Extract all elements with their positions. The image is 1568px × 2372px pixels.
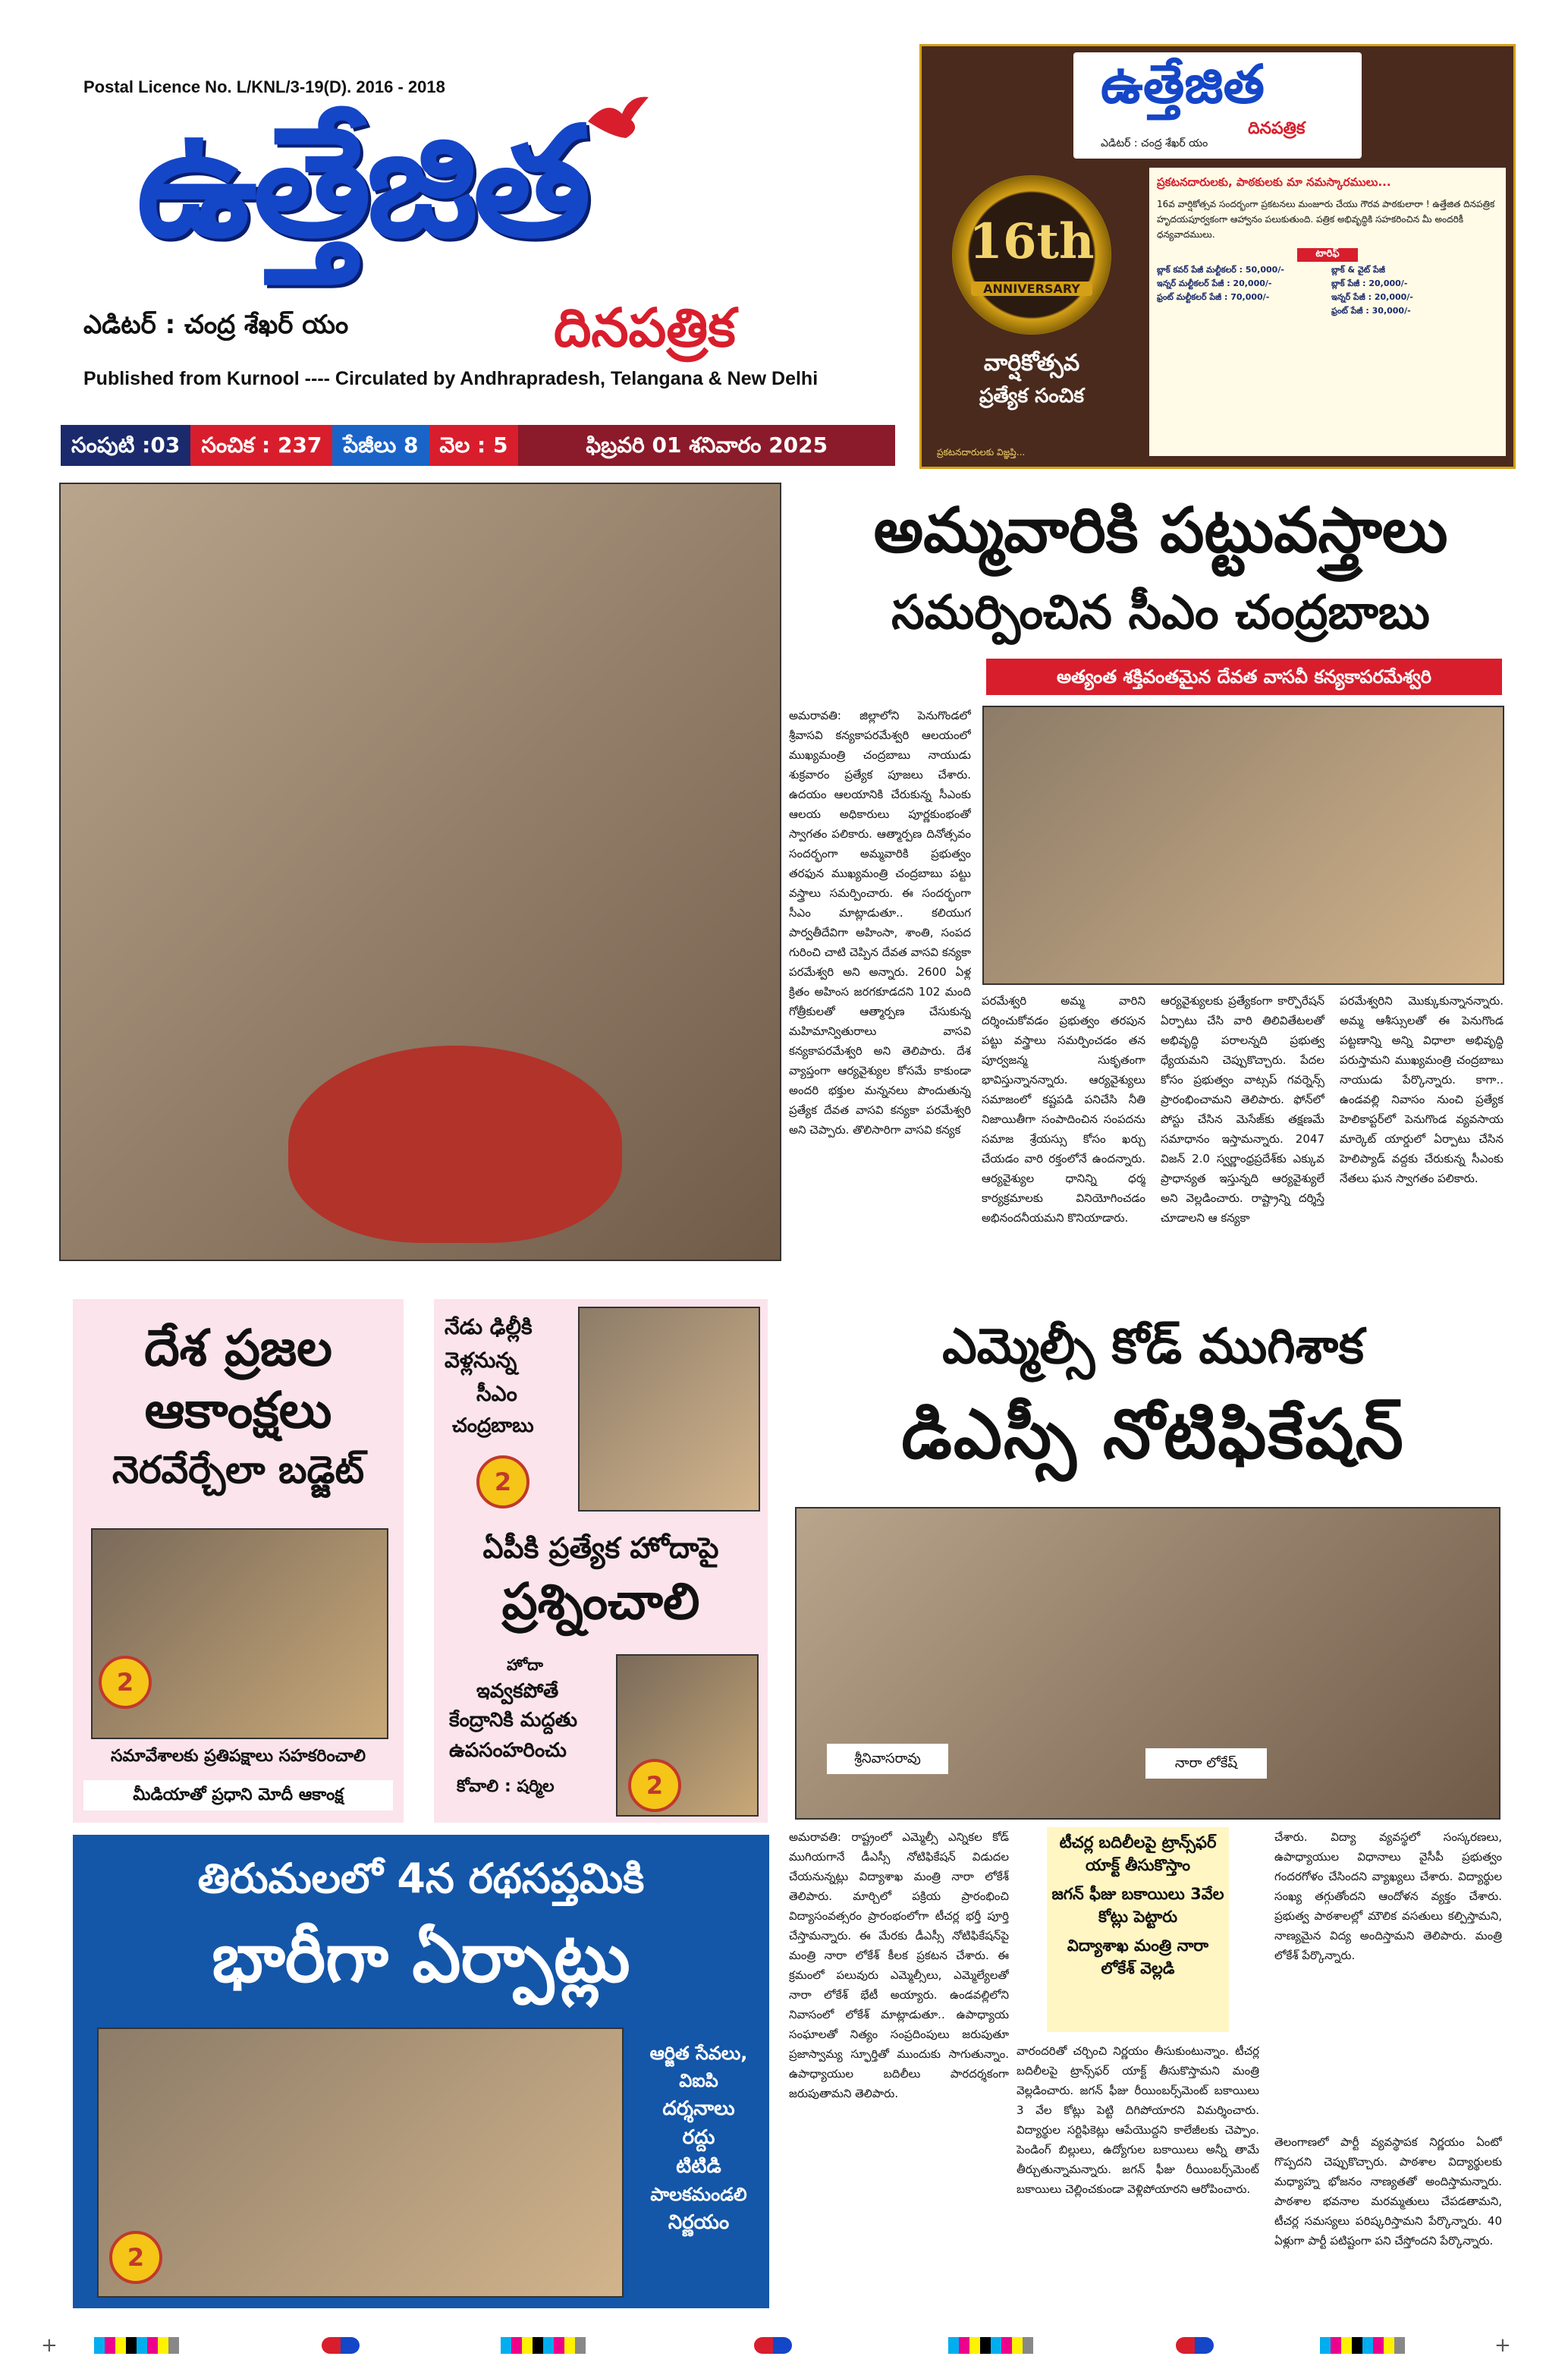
budget-headline-3: నెరవేర్చేలా బడ్జెట్ — [112, 1448, 365, 1492]
published-line: Published from Kurnool ---- Circulated by Andhrapradesh, Telangana & New Delhi — [83, 368, 819, 389]
side-line: దర్శనాలు — [662, 2097, 735, 2120]
delhi-box — [434, 1299, 768, 1823]
ad-body: 16వ వార్షికోత్సవ సందర్భంగా ప్రకటనలు మంజూరు చేయు గౌరవ పాఠకులారా ! ఉత్తేజిత దినపత్రిక హృదయపూర్వకంగా ఆహ్వానం పలుకుతుంది. పత్రిక అభివృద్ధికి సహకరించిన మీ అందరికీ ధన్యవాదములు. — [1157, 199, 1495, 240]
dsc-col-4: తెలంగాణలో పార్టీ వ్యవస్థాపక నిర్ణయం ఏంటో గొప్పదని చెప్పుకొచ్చారు. పాఠశాల విద్యార్థులకు మధ్యాహ్న భోజనం నాణ్యతతో అందిస్తామన్నారు. పాఠశాల భవనాల మరమ్మతులు చేపడతామని, టీచర్ల సమస్యలు పరిష్కరిస్తామని పేర్కొన్నారు. 40 ఏళ్లుగా పార్టీ పటిష్టంగా పని చేస్తోందని పేర్కొన్నారు. — [1274, 2135, 1502, 2248]
name-plate: నారా లోకేష్ — [1145, 1748, 1267, 1779]
ad-footer: ప్రకటనదారులకు విజ్ఞప్తి... — [937, 447, 1026, 458]
volume: సంపుటి :03 — [61, 425, 190, 466]
delhi-line-3: సీఎం — [476, 1381, 517, 1406]
ad-editor-line: ఎడిటర్ : చంద్ర శేఖర్ యం — [1101, 137, 1208, 149]
budget-headline-2: ఆకాంక్షలు — [144, 1381, 332, 1439]
side-line: పాలకమండలి — [650, 2184, 747, 2205]
issue-bar — [61, 425, 895, 466]
anniversary-ad — [919, 44, 1516, 469]
page-ref-badge: 2 — [109, 2231, 162, 2284]
seal-number: 16th — [969, 213, 1095, 270]
budget-caption: సమావేశాలకు ప్రతిపక్షాలు సహకరించాలి — [110, 1747, 366, 1766]
issue-number: సంచిక : 237 — [190, 425, 332, 466]
registration-marks — [30, 2334, 1540, 2357]
pull-1: టీచర్ల బదిలీలపై ట్రాన్స్‌ఫర్ యాక్ట్ తీసుకొస్తాం — [1059, 1833, 1217, 1874]
tirumala-box — [73, 1835, 769, 2308]
lead-col-3: ఆర్యవైశ్యులకు ప్రత్యేకంగా కార్పొరేషన్ ఏర్పాటు చేసి వారి తిలివితేటలతో అభివృద్ధి పరాలన్నది ప్రభుత్వ ధ్యేయమని చెప్పుకొచ్చారు. పేదల కోసం ప్రభుత్వం వాట్సప్ గవర్నెన్స్ ప్రారంభించామని తెలిపారు. ఫోన్‌లో పోస్టు చేసిన మెసేజ్‌కు తక్షణమే సమాధానం ఇస్తామన్నారు. 2047 విజన్ 2.0 స్వర్ణాంధ్రప్రదేశ్‌కు ఎక్కువ ప్రాధాన్యత ఇస్తున్నది ఆర్యవైశ్యులే అని వెల్లడించారు. రాష్ట్రాన్ని దర్శిస్తే చూడాలని ఆ కన్యకా — [1161, 994, 1324, 1225]
masthead-subtitle: దినపత్రిక — [554, 296, 736, 359]
page-ref-badge: 2 — [476, 1455, 529, 1508]
fire-pot — [288, 1046, 622, 1243]
ad-logo-panel — [1073, 52, 1362, 159]
status-body-2: ఇవ్వకపోతే — [476, 1680, 559, 1703]
price: వెల : 5 — [429, 425, 519, 466]
crosshair-icon: + — [41, 2334, 58, 2357]
status-body-1: హోదా — [507, 1656, 543, 1674]
rate-item: బ్లాక్ & వైట్ పేజీ — [1331, 265, 1385, 275]
side-line: రద్దు — [682, 2126, 715, 2149]
crosshair-icon: + — [1494, 2334, 1511, 2357]
ad-logo-sub: దినపత్రిక — [1248, 119, 1306, 138]
color-bar — [948, 2337, 1033, 2354]
lead-col-1: అమరావతి: జిల్లాలోని పెనుగొండలో శ్రీవాసవి కన్యకాపరమేశ్వరి ఆలయంలో ముఖ్యమంత్రి చంద్రబాబు నాయుడు శుక్రవారం ప్రత్యేక పూజలు చేశారు. ఉదయం ఆలయానికి చేరుకున్న సీఎంకు ఆలయ అధికారులు పూర్ణకుంభంతో స్వాగతం పలికారు. ఆత్మార్పణ దినోత్సవం సందర్భంగా అమ్మవారికి ప్రభుత్వం తరఫున ముఖ్యమంత్రి చంద్రబాబు పట్టు వస్త్రాలు సమర్పించారు. ఈ సందర్భంగా సీఎం మాట్లాడుతూ.. కలియుగ పార్వతీదేవిగా అహింసా, శాంతి, సంపద గురించి చాటి చెప్పిన దేవత వాసవి కన్యకా పరమేశ్వరి అని అన్నారు. 2600 ఏళ్ల క్రితం అహింస జరగకూడదని 102 మంది గోత్రీకులతో ఆత్మార్పణ చేసుకున్న మహిమాన్వితురాలు వాసవి కన్యకాపరమేశ్వరి అని తెలిపారు. దేశ వ్యాప్తంగా ఆర్యవైశ్యుల కోసమే కాకుండా అందరి భక్తుల మన్ననలు పొందుతున్న ప్రత్యేక దేవత వాసవి కన్యకా పరమేశ్వరి అని చెప్పారు. తొలిసారిగా వాసవి కన్యక — [789, 709, 971, 1137]
rate-item: బ్లాక్ కవర్ పేజీ మల్టీకలర్ : 50,000/- — [1157, 265, 1284, 275]
pull-3: విద్యాశాఖ మంత్రి నారా లోకేశ్ వెల్లడి — [1067, 1936, 1209, 1977]
budget-box — [73, 1299, 404, 1823]
ad-rates-title: టారిఫ్ — [1297, 248, 1358, 262]
dsc-pullquote — [1047, 1827, 1229, 2032]
side-line: నిర్ణయం — [668, 2211, 730, 2234]
lead-headline-2: సమర్పించిన సీఎం చంద్రబాబు — [891, 584, 1430, 640]
page-count: పేజీలు 8 — [332, 425, 429, 466]
ad-caption-2: ప్రత్యేక సంచిక — [979, 385, 1085, 407]
color-pill — [1176, 2337, 1214, 2354]
postal-licence: Postal Licence No. L/KNL/3-19(D). 2016 - 2018 — [83, 77, 445, 96]
editor-line: ఎడిటర్ : చంద్ర శేఖర్ యం — [83, 310, 349, 340]
delhi-line-4: చంద్రబాబు — [452, 1414, 534, 1437]
lead-col-4: పరమేశ్వరిని మొక్కుకున్నానన్నారు. అమ్మ ఆశీస్సులతో ఈ పెనుగొండ పట్టణాన్ని అన్ని విధాలా అభివృద్ధి పరుస్తామని ముఖ్యమంత్రి చంద్రబాబు నాయుడు పేర్కొన్నారు. కాగా.. ఉండవల్లి నివాసం నుంచి ప్రత్యేక హెలికాప్టర్‌లో పెనుగొండ వ్యవసాయ మార్కెట్ యార్డులో ఏర్పాటు చేసిన హెలిప్యాడ్ వద్దకు చేరుకున్న సీఎంకు నేతలు ఘన స్వాగతం పలికారు. — [1340, 994, 1504, 1185]
dove-icon — [584, 91, 652, 147]
status-body-5: కోవాలి : షర్మిల — [457, 1777, 555, 1796]
color-bar — [501, 2337, 586, 2354]
ad-logo: ఉత్తేజిత — [1101, 52, 1265, 115]
dsc-headline-2: డిఎస్సీ నోటిఫికేషన్ — [901, 1395, 1405, 1474]
lead-photo — [59, 483, 781, 1261]
lead-photo-2 — [982, 706, 1504, 985]
budget-sub: మీడియాతో ప్రధాని మోదీ ఆకాంక్ష — [83, 1780, 393, 1810]
rate-item: ఫ్రంట్ మల్టీకలర్ పేజీ : 70,000/- — [1157, 292, 1270, 302]
dsc-col-1: అమరావతి: రాష్ట్రంలో ఎమ్మెల్సీ ఎన్నికల కోడ్ ముగియగానే డీఎస్సీ నోటిఫికేషన్ విడుదల చేయనున్నట్లు విద్యాశాఖ మంత్రి నారా లోకేశ్ తెలిపారు. మార్చిలో పక్రియ ప్రారంభించి విద్యాసంవత్సరం ప్రారంభంలోగా టీచర్ల భర్తీ పూర్తి చేస్తామన్నారు. ఈ మేరకు డీఎస్సీ నోటిఫికేషన్‌పై మంత్రి నారా లోకేశ్ కీలక ప్రకటన చేశారు. ఈ క్రమంలో పలువురు ఎమ్మెల్సీలు, ఎమ్మెల్యేలతో నారా లోకేశ్ భేటీ అయ్యారు. ఉండవల్లిలోని నివాసంలో లోకేశ్ మాట్లాడుతూ.. ఉపాధ్యాయ సంఘాలతో నిత్యం సంప్రదింపులు జరుపుతూ ప్రజాస్వామ్య స్ఫూర్తితో ముందుకు సాగుతున్నాం. ఉపాధ్యాయుల బదిలీలు పారదర్శకంగా జరుపుతామని తెలిపారు. — [789, 1830, 1009, 2100]
page-ref-badge: 2 — [628, 1759, 681, 1812]
tirumala-side — [634, 2040, 763, 2237]
ad-caption-1: వార్షికోత్సవ — [983, 350, 1080, 376]
rate-item: ఇన్నర్ మల్టీకలర్ పేజీ : 20,000/- — [1157, 278, 1272, 288]
lead-headline-1: అమ్మవారికి పట్టువస్త్రాలు — [873, 495, 1448, 567]
color-pill — [322, 2337, 360, 2354]
dsc-col-3: చేశారు. విద్యా వ్యవస్థలో సంస్కరణలు, ఉపాధ్యాయుల విధానాలు వైసీపీ ప్రభుత్వం గందరగోళం చేసిందని వ్యాఖ్యలు చేశారు. విద్యార్థుల సంఖ్య తగ్గుతోందని ఆందోళన వ్యక్తం చేశారు. ప్రభుత్వ పాఠశాలల్లో మౌలిక వసతులు కల్పిస్తామని, నాణ్యమైన విద్య అందిస్తామని తెలిపారు. మంత్రి లోకేశ్ పేర్కొన్నారు. — [1274, 1830, 1502, 1962]
delhi-photo — [578, 1307, 760, 1512]
ad-rates — [1157, 265, 1498, 318]
seal-label: ANNIVERSARY — [971, 282, 1092, 296]
dsc-photo — [795, 1507, 1500, 1820]
pull-2: జగన్ ఫీజు బకాయిలు 3వేల కోట్లు పెట్టారు — [1051, 1885, 1224, 1926]
color-pill — [754, 2337, 792, 2354]
page-ref-badge: 2 — [99, 1656, 152, 1709]
budget-headline-1: దేశ ప్రజల — [144, 1319, 332, 1377]
status-headline-2: ప్రశ్నించాలి — [501, 1572, 700, 1631]
tirumala-headline-2: భారీగా ఏర్పాట్లు — [212, 1918, 630, 1998]
delhi-line-2: వెళ్లనున్న — [445, 1348, 517, 1373]
status-body-3: కేంద్రానికి మద్దతు — [449, 1709, 577, 1732]
dsc-headline-1: ఎమ్మెల్సీ కోడ్ ముగిశాక — [942, 1319, 1364, 1375]
issue-date: ఫిబ్రవరి 01 శనివారం 2025 — [518, 425, 895, 466]
rate-item: ఇన్నర్ పేజీ : 20,000/- — [1331, 292, 1413, 302]
side-line: టిటిడి — [676, 2155, 721, 2178]
budget-photo — [91, 1528, 388, 1739]
ad-text-panel — [1149, 168, 1506, 456]
dsc-col-2: వారందరితో చర్చించి నిర్ణయం తీసుకుంటున్నాం. టీచర్ల బదిలీలపై ట్రాన్స్‌ఫర్ యాక్ట్ తీసుకొస్తామని మంత్రి వెల్లడించారు. జగన్ ఫీజు రీయింబర్స్‌మెంట్ బకాయిలు 3 వేల కోట్లు పెట్టి దిగిపోయారని విమర్శించారు. విద్యార్థుల సర్టిఫికెట్లు ఆపేయొద్దని కాలేజీలకు చెప్పాం. పెండింగ్ బిల్లులు, ఉద్యోగుల బకాయిలు అన్నీ తామే తీర్చుతున్నామన్నారు. జగన్ ఫీజు రీయింబర్స్‌మెంట్ బకాయిలు చెల్లించకుండా వెళ్లిపోయారని ఆరోపించారు. — [1017, 2044, 1259, 2196]
color-bar — [1320, 2337, 1405, 2354]
tirumala-photo — [97, 2028, 624, 2298]
rate-item: బ్లాక్ పేజీ : 20,000/- — [1331, 278, 1408, 288]
masthead — [53, 68, 903, 463]
side-line: విఐపి — [679, 2070, 718, 2091]
anniversary-seal — [952, 175, 1111, 335]
masthead-title: ఉత్తేజిత — [137, 93, 587, 271]
tirumala-headline-1: తిరుమలలో 4న రథసప్తమికి — [197, 1855, 645, 1902]
lead-kicker: అత్యంత శక్తివంతమైన దేవత వాసవీ కన్యకాపరమేశ్వరి — [986, 659, 1502, 695]
delhi-line-1: నేడు ఢిల్లీకి — [445, 1314, 533, 1339]
status-body-4: ఉపసంహరించు — [449, 1739, 567, 1762]
lead-col-2: పరమేశ్వరి అమ్మ వారిని దర్శించుకోవడం ప్రభుత్వం తరపున పట్టు వస్త్రాలు సమర్పించడం తన పూర్వజన్మ సుకృతంగా భావిస్తున్నానన్నారు. ఆర్యవైశ్యులు సమాజంలో కష్టపడి పనిచేసి నీతి నిజాయితీగా సంపాదించిన సంపదను సమాజ శ్రేయస్సు కోసం ఖర్చు చేయడం వారి రక్తంలోనే ఉందన్నారు. ఆర్యవైశ్యుల ధానిన్ని ధర్మ కార్యక్రమాలకు వినియోగించడం అభినందనీయమని కొనియాడారు. — [982, 994, 1145, 1225]
name-plate: శ్రీనివాసరావు — [827, 1744, 948, 1774]
status-headline-1: ఏపీకి ప్రత్యేక హోదాపై — [482, 1531, 719, 1565]
ad-heading: ప్రకటనదారులకు, పాఠకులకు మా నమస్కారములు... — [1157, 175, 1391, 189]
rate-item: ఫ్రంట్ పేజీ : 30,000/- — [1331, 306, 1411, 316]
color-bar — [94, 2337, 179, 2354]
side-line: ఆర్జిత సేవలు, — [649, 2043, 748, 2064]
